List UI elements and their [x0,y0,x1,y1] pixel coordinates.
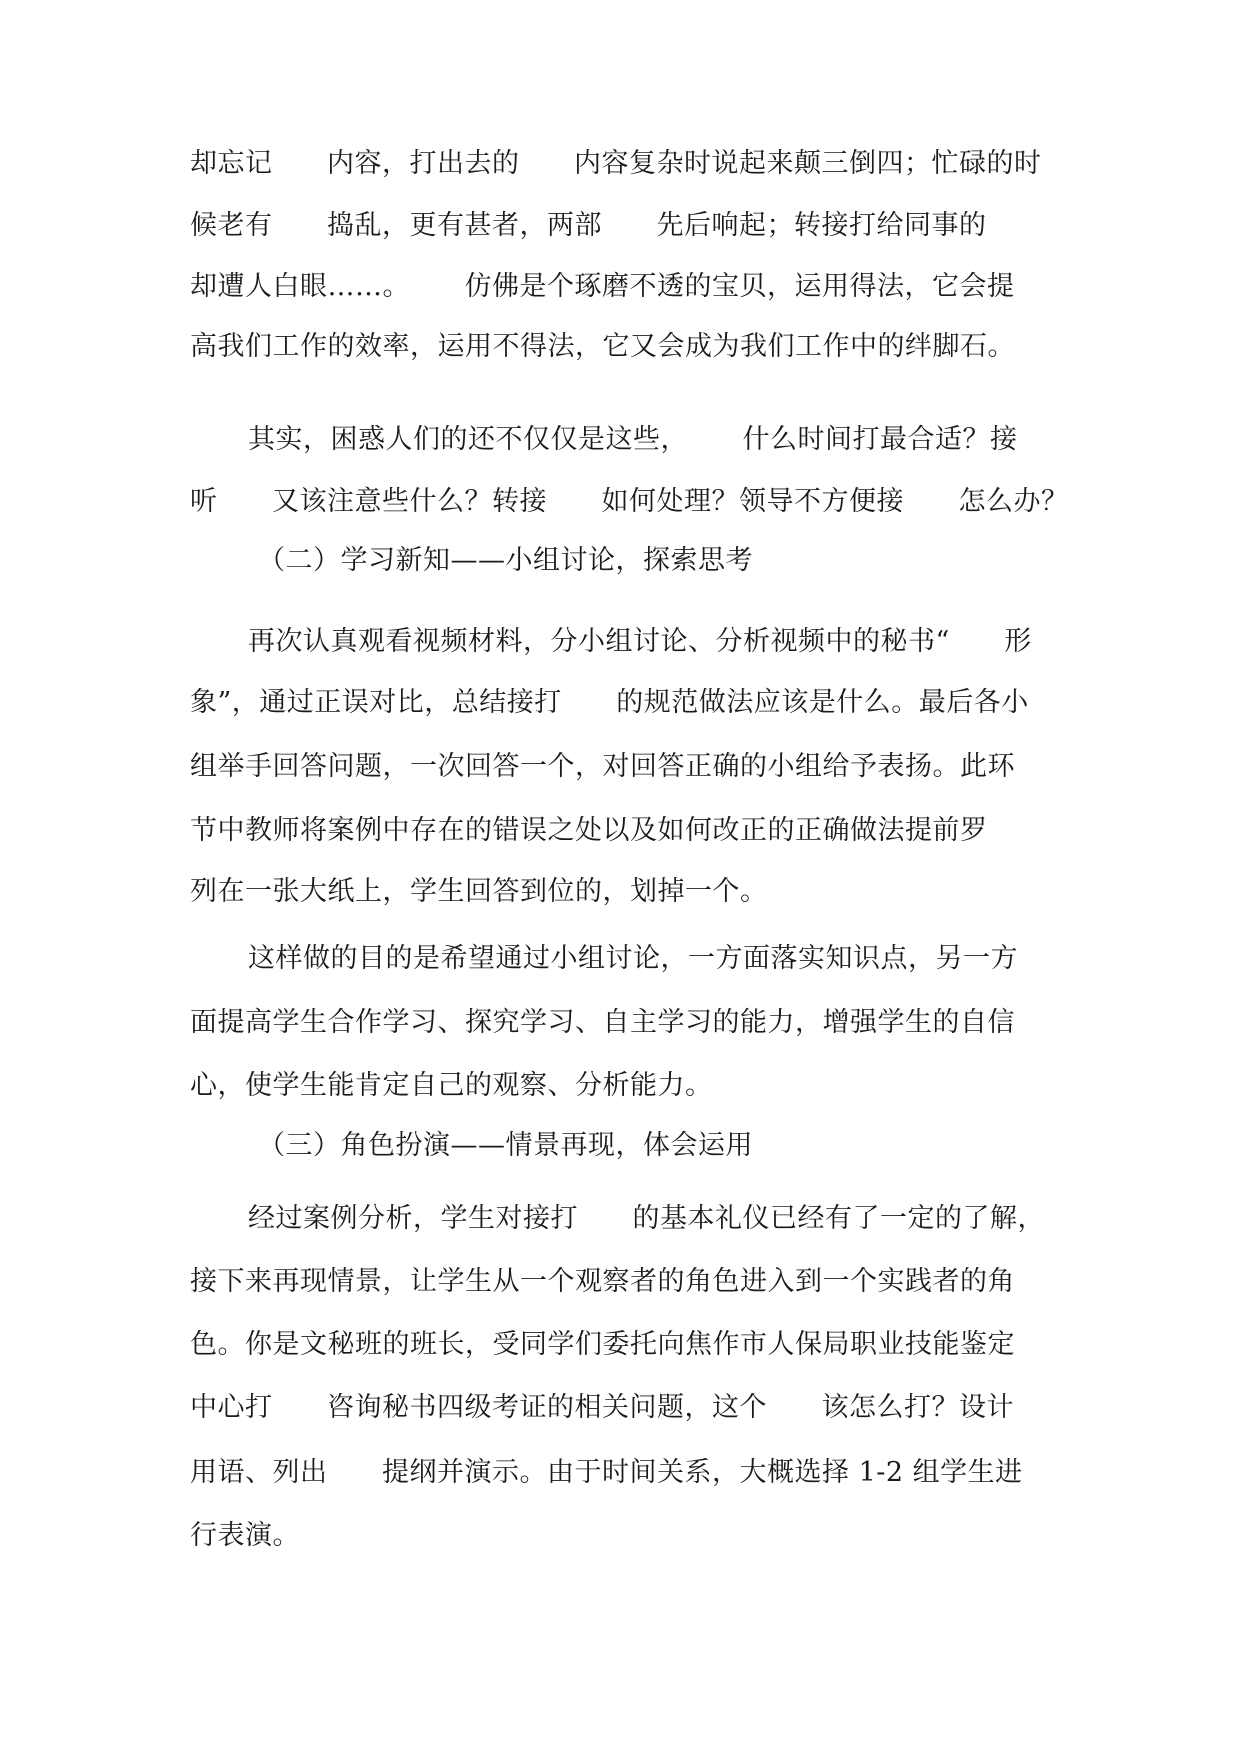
text-line: 再次认真观看视频材料，分小组讨论、分析视频中的秘书“ 形 [248,626,1032,657]
text-line: 这样做的目的是希望通过小组讨论，一方面落实知识点，另一方 [248,943,1018,974]
text-line: 心，使学生能肯定自己的观察、分析能力。 [190,1070,713,1101]
text-line: 却遭人白眼……。 仿佛是个琢磨不透的宝贝，运用得法，它会提 [190,271,1015,302]
text-line: 色。你是文秘班的班长，受同学们委托向焦作市人保局职业技能鉴定 [190,1329,1015,1360]
text-line: 用语、列出 提纲并演示。由于时间关系，大概选择 1-2 组学生进 [190,1457,1023,1488]
text-line: 列在一张大纸上，学生回答到位的，划掉一个。 [190,876,768,907]
text-line: 接下来再现情景，让学生从一个观察者的角色进入到一个实践者的角 [190,1266,1015,1297]
text-line: 节中教师将案例中存在的错误之处以及如何改正的正确做法提前罗 [190,815,988,846]
text-line: 组举手回答问题，一次回答一个，对回答正确的小组给予表扬。此环 [190,751,1015,782]
section-heading: （二）学习新知——小组讨论，探索思考 [258,545,753,576]
section-heading: （三）角色扮演——情景再现，体会运用 [258,1130,753,1161]
text-line: 却忘记 内容，打出去的 内容复杂时说起来颠三倒四；忙碌的时 [190,148,1042,179]
text-line: 其实，困惑人们的还不仅仅是这些， 什么时间打最合适？接 [248,424,1018,455]
text-line: 中心打 咨询秘书四级考证的相关问题，这个 该怎么打？设计 [190,1392,1014,1423]
text-line: 象”，通过正误对比，总结接打 的规范做法应该是什么。最后各小 [190,687,1029,718]
text-line: 高我们工作的效率，运用不得法，它又会成为我们工作中的绊脚石。 [190,331,1015,362]
text-line: 经过案例分析，学生对接打 的基本礼仪已经有了一定的了解， [248,1203,1045,1234]
text-line: 候老有 捣乱，更有甚者，两部 先后响起；转接打给同事的 [190,210,987,241]
text-line: 面提高学生合作学习、探究学习、自主学习的能力，增强学生的自信 [190,1007,1015,1038]
text-line: 听 又该注意些什么？转接 如何处理？领导不方便接 怎么办？ [190,486,1069,517]
text-line: 行表演。 [190,1520,300,1551]
